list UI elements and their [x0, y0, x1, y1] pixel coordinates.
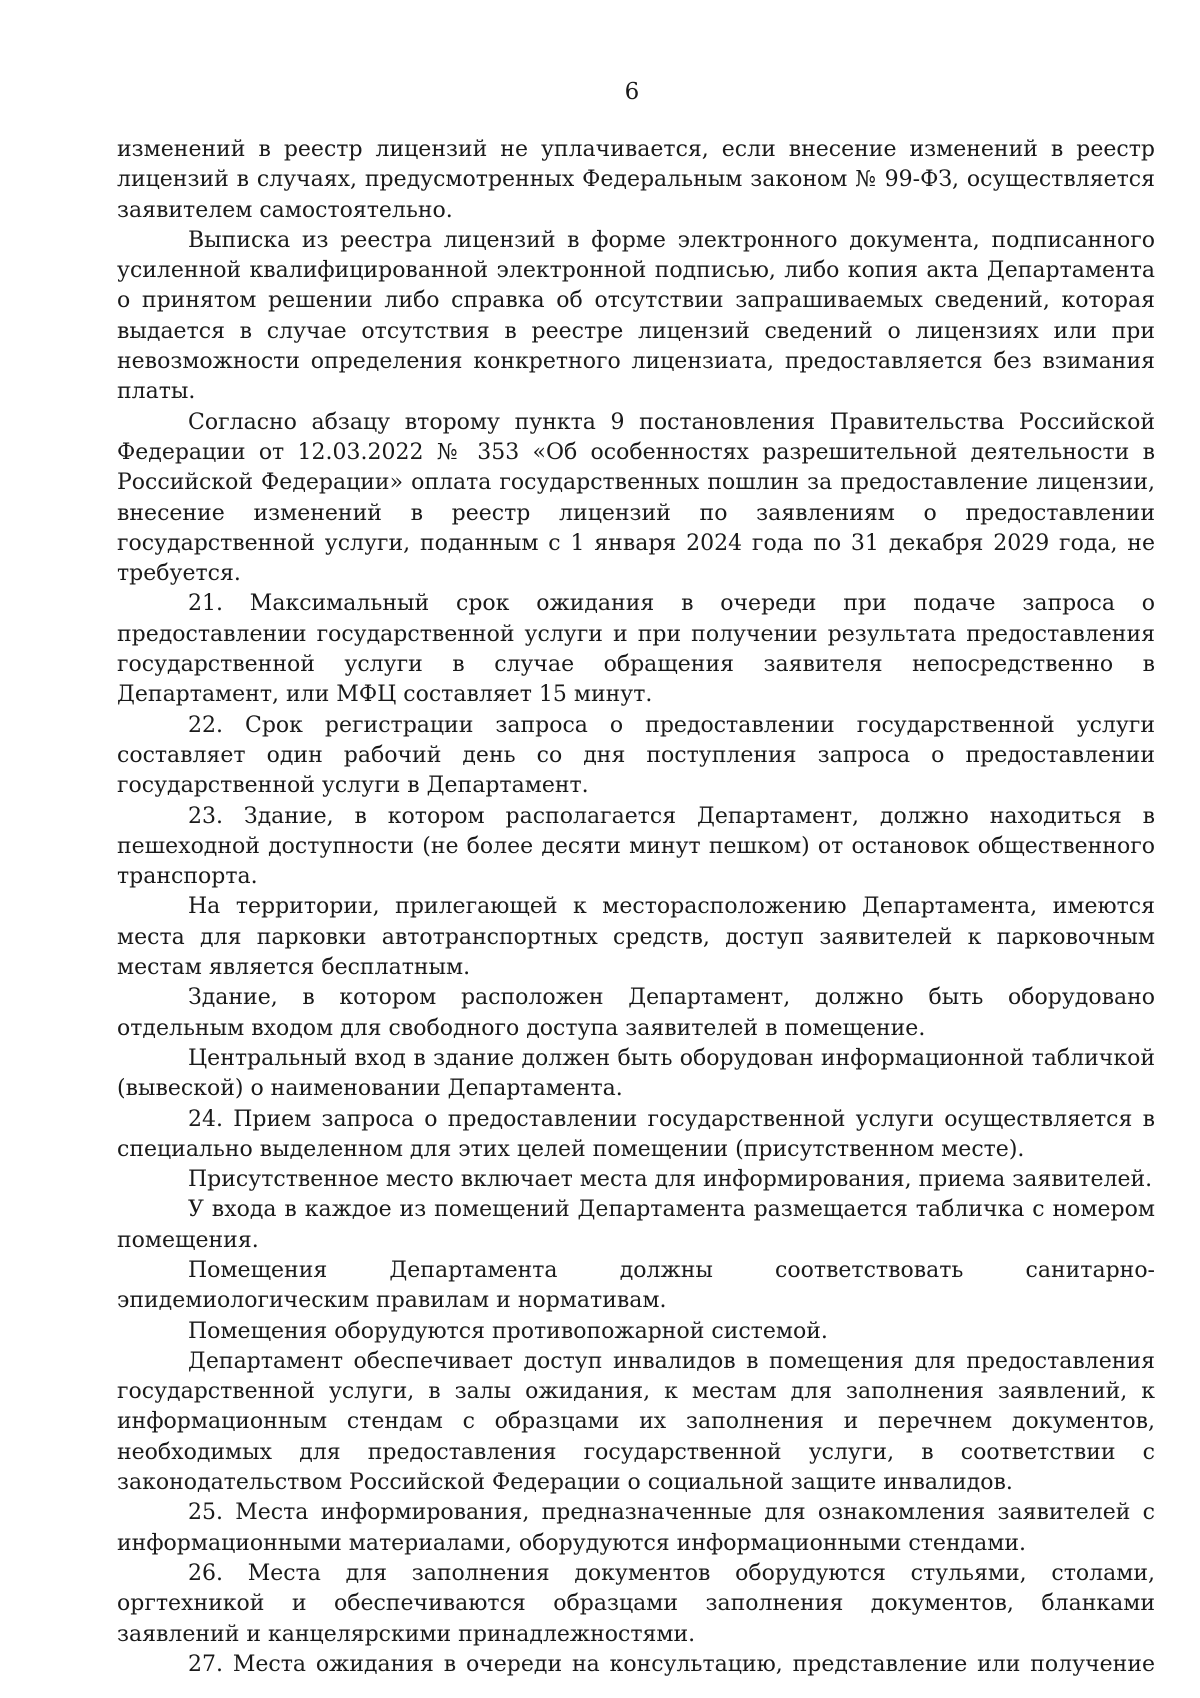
paragraph-item-25: 25. Места информирования, предназначенные для ознакомления заявителей с информационными материалами, оборудуются информационными стендами. — [117, 1500, 1155, 1556]
page-number: 6 — [624, 79, 640, 105]
paragraph-parking: На территории, прилегающей к месторасположению Департамента, имеются места для парковки автотранспортных средств, доступ заявителей к парковочным местам является бесплатным. — [117, 894, 1155, 981]
paragraph-reception-place: Присутственное место включает места для информирования, приема заявителей. — [188, 1167, 1153, 1193]
paragraph-item-27: 27. Места ожидания в очереди на консультацию, представление или получение — [188, 1651, 1155, 1677]
paragraph-item-23: 23. Здание, в котором располагается Департамент, должно находиться в пешеходной доступности (не более десяти минут пешком) от остановок общественного транспорта. — [117, 803, 1155, 890]
paragraph-sanitary-rules: Помещения Департамента должны соответствовать санитарно-эпидемиологическим правилам и нормативам. — [117, 1257, 1155, 1314]
document-body — [117, 135, 1155, 1680]
paragraph-item-21: 21. Максимальный срок ожидания в очереди при подаче запроса о предоставлении государственной услуги и при получении результата предоставления государственной услуги в случае обращения заявителя непосредственно в Департамент, или МФЦ составляет 15 минут. — [117, 591, 1155, 708]
paragraph-item-26: 26. Места для заполнения документов оборудуются стульями, столами, оргтехникой и обеспечиваются образцами заполнения документов, бланками заявлений и канцелярскими принадлежностями. — [117, 1560, 1155, 1647]
paragraph-room-sign: У входа в каждое из помещений Департамента размещается табличка с номером помещения. — [117, 1197, 1155, 1253]
paragraph-fire-system: Помещения оборудуются противопожарной системой. — [188, 1318, 828, 1344]
paragraph-disabled-access: Департамент обеспечивает доступ инвалидов в помещения для предоставления государственной услуги, в залы ожидания, к местам для заполнения заявлений, к информационным стендам с образцами их заполнения и перечнем документов, необходимых для предоставления государственной услуги, в соответствии с законодательством Российской Федерации о социальной защите инвалидов. — [117, 1348, 1155, 1496]
paragraph-central-entrance: Центральный вход в здание должен быть оборудован информационной табличкой (вывеской) о наименовании Департамента. — [117, 1045, 1155, 1102]
paragraph-continuation: изменений в реестр лицензий не уплачивается, если внесение изменений в реестр лицензий в случаях, предусмотренных Федеральным законом № 99-ФЗ, осуществляется заявителем самостоятельно. — [117, 137, 1155, 223]
paragraph-government-decree: Согласно абзацу второму пункта 9 постановления Правительства Российской Федерации от 12.03.2022 № 353 «Об особенностях разрешительной деятельности в Российской Федерации» оплата государственных пошлин за предоставление лицензии, внесение изменений в реестр лицензий по заявлениям о предоставлении государственной услуги, поданным с 1 января 2024 года по 31 декабря 2029 года, не требуется. — [117, 409, 1155, 587]
paragraph-item-22: 22. Срок регистрации запроса о предоставлении государственной услуги составляет один рабочий день со дня поступления запроса о предоставлении государственной услуги в Департамент. — [117, 712, 1155, 799]
paragraph-building-entrance: Здание, в котором расположен Департамент, должно быть оборудовано отдельным входом для свободного доступа заявителей в помещение. — [117, 985, 1155, 1041]
paragraph-item-24: 24. Прием запроса о предоставлении государственной услуги осуществляется в специально выделенном для этих целей помещении (присутственном месте). — [117, 1106, 1155, 1162]
paragraph-registry-extract: Выписка из реестра лицензий в форме электронного документа, подписанного усиленной квалифицированной электронной подписью, либо копия акта Департамента о принятом решении либо справка об отсутствии запрашиваемых сведений, которая выдается в случае отсутствия в реестре лицензий сведений о лицензиях или при невозможности определения конкретного лицензиата, предоставляется без взимания платы. — [117, 227, 1155, 405]
